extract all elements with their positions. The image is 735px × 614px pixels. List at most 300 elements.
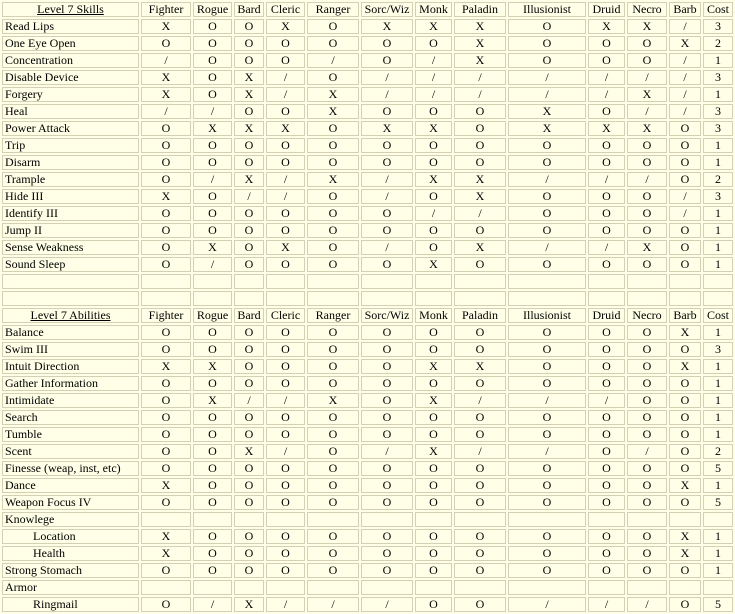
empty-cell bbox=[141, 291, 191, 306]
cost-cell: 1 bbox=[703, 359, 733, 374]
class-cell: O bbox=[627, 53, 667, 68]
cost-cell: 1 bbox=[703, 393, 733, 408]
class-cell: X bbox=[669, 478, 701, 493]
skills-title: Level 7 Skills bbox=[2, 2, 139, 17]
class-cell: O bbox=[415, 189, 452, 204]
column-header-cleric: Cleric bbox=[266, 308, 305, 323]
class-cell: / bbox=[454, 206, 506, 221]
class-cell: / bbox=[669, 70, 701, 85]
class-cell: O bbox=[508, 53, 586, 68]
class-cell bbox=[193, 512, 232, 527]
class-cell: X bbox=[508, 104, 586, 119]
class-cell: O bbox=[669, 240, 701, 255]
class-cell: X bbox=[141, 546, 191, 561]
cost-cell: 1 bbox=[703, 563, 733, 578]
class-cell: / bbox=[588, 393, 625, 408]
class-cell: / bbox=[266, 393, 305, 408]
class-cell: O bbox=[588, 325, 625, 340]
class-cell: O bbox=[307, 138, 359, 153]
class-cell: O bbox=[193, 376, 232, 391]
class-cell bbox=[361, 580, 413, 595]
row-label: Swim III bbox=[2, 342, 139, 357]
class-cell: X bbox=[415, 257, 452, 272]
column-header-rogue: Rogue bbox=[193, 2, 232, 17]
class-cell: O bbox=[415, 342, 452, 357]
class-cell: X bbox=[415, 444, 452, 459]
row-label: Weapon Focus IV bbox=[2, 495, 139, 510]
class-cell: X bbox=[234, 172, 264, 187]
class-cell: O bbox=[307, 495, 359, 510]
class-cell: O bbox=[234, 461, 264, 476]
class-cell bbox=[141, 580, 191, 595]
column-header-cost: Cost bbox=[703, 308, 733, 323]
class-cell: O bbox=[415, 461, 452, 476]
class-cell: O bbox=[361, 36, 413, 51]
class-cell: O bbox=[415, 223, 452, 238]
class-cell: X bbox=[669, 359, 701, 374]
class-cell: X bbox=[307, 172, 359, 187]
table-row bbox=[2, 461, 733, 476]
class-cell: O bbox=[588, 563, 625, 578]
row-label: Gather Information bbox=[2, 376, 139, 391]
class-cell: O bbox=[307, 461, 359, 476]
class-cell: O bbox=[266, 427, 305, 442]
empty-cell bbox=[703, 291, 733, 306]
class-cell: O bbox=[669, 410, 701, 425]
class-cell: / bbox=[307, 53, 359, 68]
row-label: Sense Weakness bbox=[2, 240, 139, 255]
class-cell: O bbox=[307, 19, 359, 34]
class-cell: O bbox=[454, 325, 506, 340]
class-cell: O bbox=[141, 121, 191, 136]
class-cell: O bbox=[234, 155, 264, 170]
spacer-row bbox=[2, 274, 733, 289]
cost-cell: 3 bbox=[703, 70, 733, 85]
class-cell: O bbox=[307, 240, 359, 255]
class-cell: O bbox=[193, 70, 232, 85]
row-label: Search bbox=[2, 410, 139, 425]
row-label: Knowlege bbox=[2, 512, 139, 527]
class-cell: / bbox=[415, 206, 452, 221]
class-cell: X bbox=[234, 87, 264, 102]
class-cell bbox=[415, 512, 452, 527]
class-cell: O bbox=[266, 376, 305, 391]
cost-cell: 5 bbox=[703, 495, 733, 510]
row-label: Sound Sleep bbox=[2, 257, 139, 272]
class-cell: O bbox=[627, 257, 667, 272]
class-cell: O bbox=[307, 444, 359, 459]
class-cell: O bbox=[307, 427, 359, 442]
class-cell: O bbox=[266, 495, 305, 510]
class-cell: / bbox=[588, 172, 625, 187]
table-row bbox=[2, 427, 733, 442]
class-cell: / bbox=[508, 393, 586, 408]
class-cell: / bbox=[454, 70, 506, 85]
class-cell: O bbox=[266, 206, 305, 221]
class-cell: / bbox=[669, 189, 701, 204]
class-cell: O bbox=[141, 325, 191, 340]
table-row bbox=[2, 342, 733, 357]
class-cell: O bbox=[588, 376, 625, 391]
class-cell: / bbox=[361, 87, 413, 102]
class-cell: / bbox=[627, 172, 667, 187]
class-cell: / bbox=[361, 597, 413, 612]
class-cell: X bbox=[415, 121, 452, 136]
cost-cell: 3 bbox=[703, 121, 733, 136]
table-row bbox=[2, 444, 733, 459]
class-cell: X bbox=[415, 172, 452, 187]
class-cell: O bbox=[307, 342, 359, 357]
class-cell: O bbox=[508, 529, 586, 544]
class-cell: O bbox=[669, 257, 701, 272]
table-row bbox=[2, 495, 733, 510]
class-cell: X bbox=[627, 121, 667, 136]
class-cell: O bbox=[193, 155, 232, 170]
class-cell: O bbox=[669, 223, 701, 238]
class-cell: O bbox=[266, 155, 305, 170]
cost-cell: 5 bbox=[703, 461, 733, 476]
class-cell: O bbox=[454, 546, 506, 561]
cost-cell: 5 bbox=[703, 597, 733, 612]
class-cell: O bbox=[307, 376, 359, 391]
row-label: Hide III bbox=[2, 189, 139, 204]
class-cell: / bbox=[454, 87, 506, 102]
class-cell: O bbox=[234, 478, 264, 493]
class-cell: X bbox=[415, 393, 452, 408]
class-cell: O bbox=[508, 206, 586, 221]
class-cell: O bbox=[627, 461, 667, 476]
class-cell: / bbox=[361, 189, 413, 204]
class-cell: O bbox=[266, 342, 305, 357]
class-cell: O bbox=[669, 155, 701, 170]
class-cell: O bbox=[588, 138, 625, 153]
class-cell: O bbox=[415, 376, 452, 391]
row-label: Forgery bbox=[2, 87, 139, 102]
column-header-monk: Monk bbox=[415, 308, 452, 323]
class-cell: O bbox=[361, 53, 413, 68]
class-cell: / bbox=[508, 240, 586, 255]
class-cell: O bbox=[307, 257, 359, 272]
class-cell: O bbox=[193, 427, 232, 442]
row-label: Trip bbox=[2, 138, 139, 153]
class-cell: / bbox=[508, 172, 586, 187]
class-cell: / bbox=[627, 597, 667, 612]
class-cell: O bbox=[141, 597, 191, 612]
class-cell: O bbox=[307, 325, 359, 340]
class-cell: O bbox=[234, 53, 264, 68]
table-row bbox=[2, 138, 733, 153]
class-cell: O bbox=[508, 342, 586, 357]
class-cell: O bbox=[627, 189, 667, 204]
column-header-sorc-wiz: Sorc/Wiz bbox=[361, 2, 413, 17]
class-cell: O bbox=[141, 206, 191, 221]
class-cell: O bbox=[627, 427, 667, 442]
row-label: Trample bbox=[2, 172, 139, 187]
class-cell: O bbox=[415, 478, 452, 493]
class-cell: O bbox=[454, 376, 506, 391]
row-label: One Eye Open bbox=[2, 36, 139, 51]
row-label: Disarm bbox=[2, 155, 139, 170]
class-cell: O bbox=[141, 138, 191, 153]
class-cell bbox=[361, 512, 413, 527]
empty-cell bbox=[193, 291, 232, 306]
class-cell: O bbox=[627, 376, 667, 391]
column-header-druid: Druid bbox=[588, 2, 625, 17]
empty-cell bbox=[266, 291, 305, 306]
class-cell: O bbox=[141, 342, 191, 357]
class-cell: X bbox=[669, 546, 701, 561]
class-cell: X bbox=[234, 121, 264, 136]
empty-cell bbox=[141, 274, 191, 289]
class-cell: O bbox=[141, 172, 191, 187]
cost-cell: 1 bbox=[703, 546, 733, 561]
column-header-cleric: Cleric bbox=[266, 2, 305, 17]
column-header-druid: Druid bbox=[588, 308, 625, 323]
table-row bbox=[2, 597, 733, 612]
class-cell: X bbox=[669, 36, 701, 51]
class-cell: X bbox=[361, 121, 413, 136]
class-cell: O bbox=[193, 36, 232, 51]
class-cell: O bbox=[307, 121, 359, 136]
class-cell: O bbox=[361, 206, 413, 221]
class-cell: X bbox=[627, 19, 667, 34]
class-cell: O bbox=[627, 546, 667, 561]
class-cell: X bbox=[454, 19, 506, 34]
class-cell: O bbox=[234, 240, 264, 255]
class-cell bbox=[234, 512, 264, 527]
class-cell: O bbox=[141, 495, 191, 510]
class-cell: O bbox=[627, 410, 667, 425]
table-row bbox=[2, 529, 733, 544]
class-cell: O bbox=[266, 223, 305, 238]
class-cell: O bbox=[415, 529, 452, 544]
class-cell: O bbox=[508, 359, 586, 374]
class-cell: O bbox=[234, 325, 264, 340]
class-cell: / bbox=[361, 70, 413, 85]
class-cell: O bbox=[588, 155, 625, 170]
class-cell: O bbox=[234, 342, 264, 357]
row-label: Strong Stomach bbox=[2, 563, 139, 578]
class-cell bbox=[307, 512, 359, 527]
table-row bbox=[2, 257, 733, 272]
class-cell: O bbox=[454, 461, 506, 476]
class-cell bbox=[141, 512, 191, 527]
class-cell: O bbox=[234, 563, 264, 578]
class-cell: X bbox=[141, 70, 191, 85]
class-cell: O bbox=[141, 461, 191, 476]
class-cell: O bbox=[193, 444, 232, 459]
class-cell: O bbox=[508, 427, 586, 442]
class-cell: X bbox=[415, 19, 452, 34]
class-cell: O bbox=[141, 36, 191, 51]
class-cell bbox=[307, 580, 359, 595]
class-cell: O bbox=[627, 223, 667, 238]
class-cell: O bbox=[141, 410, 191, 425]
row-label: Finesse (weap, inst, etc) bbox=[2, 461, 139, 476]
class-cell: O bbox=[307, 155, 359, 170]
table-row bbox=[2, 19, 733, 34]
class-cell: X bbox=[627, 87, 667, 102]
class-cell: / bbox=[508, 87, 586, 102]
row-label: Jump II bbox=[2, 223, 139, 238]
cost-cell bbox=[703, 580, 733, 595]
class-cell: / bbox=[266, 444, 305, 459]
empty-cell bbox=[669, 274, 701, 289]
class-cell: O bbox=[627, 495, 667, 510]
class-cell: / bbox=[307, 597, 359, 612]
class-cell: O bbox=[234, 427, 264, 442]
class-cell: O bbox=[361, 495, 413, 510]
class-cell: O bbox=[588, 461, 625, 476]
row-label: Heal bbox=[2, 104, 139, 119]
class-cell: O bbox=[307, 529, 359, 544]
class-cell bbox=[266, 580, 305, 595]
class-cell: / bbox=[415, 87, 452, 102]
empty-cell bbox=[193, 274, 232, 289]
class-cell: O bbox=[193, 325, 232, 340]
class-cell: O bbox=[361, 138, 413, 153]
class-cell: O bbox=[307, 359, 359, 374]
class-cell: X bbox=[361, 19, 413, 34]
column-header-necro: Necro bbox=[627, 308, 667, 323]
class-cell: O bbox=[307, 189, 359, 204]
column-header-necro: Necro bbox=[627, 2, 667, 17]
class-cell: O bbox=[588, 359, 625, 374]
class-cell: X bbox=[234, 70, 264, 85]
empty-cell bbox=[361, 274, 413, 289]
column-header-ranger: Ranger bbox=[307, 308, 359, 323]
column-header-ranger: Ranger bbox=[307, 2, 359, 17]
class-cell: X bbox=[508, 121, 586, 136]
class-cell: X bbox=[141, 87, 191, 102]
cost-cell: 1 bbox=[703, 53, 733, 68]
class-cell: O bbox=[193, 495, 232, 510]
cost-cell: 2 bbox=[703, 172, 733, 187]
class-cell: O bbox=[627, 206, 667, 221]
class-cell: / bbox=[234, 393, 264, 408]
class-cell: / bbox=[588, 240, 625, 255]
class-cell: O bbox=[454, 410, 506, 425]
class-cell: O bbox=[627, 325, 667, 340]
class-cell: / bbox=[193, 597, 232, 612]
class-cell: O bbox=[588, 529, 625, 544]
class-cell: O bbox=[627, 342, 667, 357]
class-cell: O bbox=[508, 36, 586, 51]
empty-cell bbox=[508, 274, 586, 289]
class-cell bbox=[415, 580, 452, 595]
class-cell: O bbox=[266, 138, 305, 153]
spacer-row bbox=[2, 291, 733, 306]
class-cell: O bbox=[627, 529, 667, 544]
class-cell: O bbox=[193, 342, 232, 357]
empty-cell bbox=[508, 291, 586, 306]
cost-cell: 1 bbox=[703, 529, 733, 544]
class-cell: O bbox=[454, 257, 506, 272]
class-cell: / bbox=[141, 53, 191, 68]
class-cell: O bbox=[361, 155, 413, 170]
class-cell: O bbox=[669, 172, 701, 187]
class-cell: O bbox=[193, 461, 232, 476]
class-cell: X bbox=[141, 529, 191, 544]
class-cell: O bbox=[415, 597, 452, 612]
class-cell: O bbox=[266, 257, 305, 272]
class-cell: O bbox=[627, 36, 667, 51]
class-cell: O bbox=[508, 461, 586, 476]
empty-cell bbox=[627, 274, 667, 289]
class-cell: O bbox=[415, 155, 452, 170]
column-header-illusionist: Illusionist bbox=[508, 308, 586, 323]
class-cell: O bbox=[266, 53, 305, 68]
class-cell: / bbox=[415, 70, 452, 85]
column-header-barb: Barb bbox=[669, 308, 701, 323]
class-cell: O bbox=[415, 36, 452, 51]
class-cell: X bbox=[454, 240, 506, 255]
empty-cell bbox=[454, 274, 506, 289]
class-cell: O bbox=[669, 444, 701, 459]
class-cell: O bbox=[141, 257, 191, 272]
table-row bbox=[2, 70, 733, 85]
row-label: Armor bbox=[2, 580, 139, 595]
table-row bbox=[2, 189, 733, 204]
class-cell: O bbox=[508, 223, 586, 238]
class-cell: O bbox=[307, 410, 359, 425]
class-cell: O bbox=[508, 495, 586, 510]
class-cell: O bbox=[508, 257, 586, 272]
class-cell: O bbox=[508, 376, 586, 391]
row-label: Read Lips bbox=[2, 19, 139, 34]
table-row bbox=[2, 512, 733, 527]
table-row bbox=[2, 478, 733, 493]
class-cell: O bbox=[454, 223, 506, 238]
class-cell: X bbox=[266, 121, 305, 136]
table-row bbox=[2, 359, 733, 374]
class-cell: O bbox=[454, 104, 506, 119]
class-cell: O bbox=[234, 546, 264, 561]
column-header-fighter: Fighter bbox=[141, 308, 191, 323]
class-cell: O bbox=[307, 563, 359, 578]
class-cell: O bbox=[415, 410, 452, 425]
class-cell: O bbox=[508, 546, 586, 561]
class-cell: O bbox=[141, 155, 191, 170]
class-cell: O bbox=[361, 410, 413, 425]
class-cell: O bbox=[234, 495, 264, 510]
class-cell: O bbox=[627, 563, 667, 578]
class-cell: / bbox=[266, 70, 305, 85]
class-cell: / bbox=[361, 444, 413, 459]
cost-cell: 1 bbox=[703, 223, 733, 238]
class-cell: X bbox=[266, 19, 305, 34]
class-cell: O bbox=[588, 478, 625, 493]
class-cell bbox=[234, 580, 264, 595]
class-cell: O bbox=[627, 393, 667, 408]
class-cell: O bbox=[234, 36, 264, 51]
class-cell: O bbox=[141, 223, 191, 238]
class-cell: O bbox=[627, 138, 667, 153]
cost-cell bbox=[703, 512, 733, 527]
empty-cell bbox=[669, 291, 701, 306]
column-header-paladin: Paladin bbox=[454, 308, 506, 323]
class-cell: O bbox=[415, 427, 452, 442]
row-label: Ringmail bbox=[2, 597, 139, 612]
column-header-barb: Barb bbox=[669, 2, 701, 17]
class-cell: O bbox=[266, 546, 305, 561]
table-row bbox=[2, 104, 733, 119]
class-cell: O bbox=[627, 359, 667, 374]
class-cell: O bbox=[193, 87, 232, 102]
column-header-sorc-wiz: Sorc/Wiz bbox=[361, 308, 413, 323]
class-cell: O bbox=[193, 138, 232, 153]
class-cell: / bbox=[508, 444, 586, 459]
